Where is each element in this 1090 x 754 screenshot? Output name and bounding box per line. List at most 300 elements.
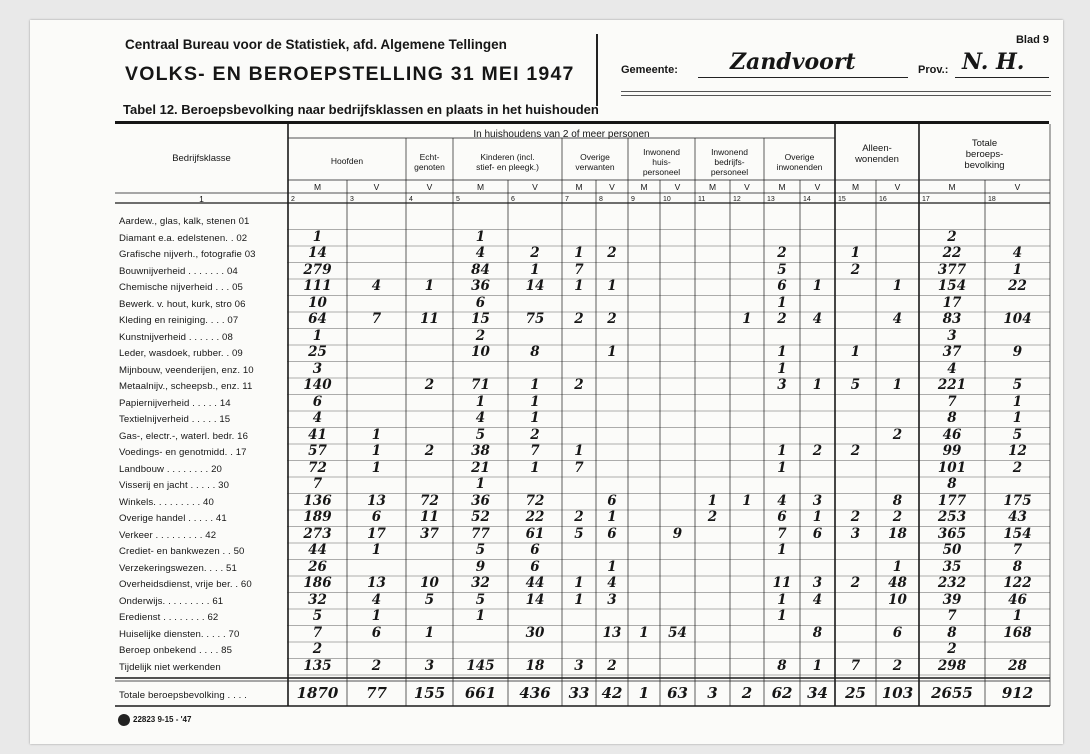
row-value: 1 — [371, 443, 382, 459]
column-number: 3 — [350, 196, 354, 203]
row-value: 11 — [420, 509, 439, 525]
row-value: 32 — [308, 591, 327, 608]
total-value: 62 — [771, 684, 793, 702]
row-value: 1 — [607, 558, 617, 575]
row-value: 154 — [937, 278, 967, 294]
row-value: 2 — [892, 426, 903, 443]
row-value: 1 — [850, 245, 861, 261]
row-value: 28 — [1008, 657, 1027, 674]
row-value: 11 — [420, 311, 439, 327]
row-value: 1 — [777, 344, 787, 360]
row-value: 1 — [530, 261, 540, 278]
column-number: 14 — [803, 196, 811, 203]
row-value: 2 — [850, 443, 861, 459]
row-label: Kleding en reiniging. . . . 07 — [119, 315, 239, 326]
row-value: 1 — [371, 608, 382, 624]
column-number: 10 — [663, 196, 671, 203]
form-title: VOLKS- EN BEROEPSTELLING 31 MEI 1947 — [125, 63, 575, 85]
header-hoofden: Hoofden — [330, 156, 364, 166]
total-value: 63 — [667, 684, 688, 702]
row-value: 2 — [850, 261, 861, 278]
row-value: 1 — [850, 344, 861, 360]
total-value: 42 — [601, 684, 623, 702]
row-value: 2 — [424, 377, 435, 393]
row-value: 168 — [1003, 624, 1032, 641]
row-value: 18 — [888, 525, 907, 542]
row-value: 41 — [308, 426, 327, 443]
column-number: 5 — [456, 196, 460, 203]
row-label: Gas-, electr.-, waterl. bedr. 16 — [119, 430, 249, 442]
row-value: 7 — [371, 311, 382, 327]
province-label: Prov.: — [918, 64, 949, 76]
row-value: 7 — [574, 459, 584, 476]
row-value: 10 — [888, 591, 907, 608]
row-value: 1 — [312, 327, 323, 344]
row-value: 15 — [471, 311, 490, 327]
row-value: 1 — [371, 459, 382, 476]
row-label: Kunstnijverheid . . . . . . 08 — [119, 331, 233, 343]
column-number: 4 — [409, 196, 413, 203]
row-value: 3 — [424, 657, 435, 674]
table-title: Tabel 12. Beroepsbevolking naar bedrijfsklassen en plaats in het huishouden — [123, 102, 599, 117]
total-value: 25 — [845, 684, 866, 702]
row-value: 4 — [312, 410, 323, 426]
row-label: Papiernijverheid . . . . . 14 — [119, 397, 231, 409]
header-echtgenoten: Echt- genoten — [414, 152, 445, 172]
header-kinderen: Kinderen (incl. stief- en pleegk.) — [476, 152, 539, 172]
column-number: 11 — [698, 196, 706, 203]
row-value: 1 — [892, 377, 903, 393]
row-value: 72 — [420, 492, 439, 509]
sheet-number: Blad 9 — [1015, 34, 1049, 46]
sex-label: V — [894, 182, 901, 192]
row-value: 5 — [850, 377, 861, 393]
row-value: 1 — [475, 393, 486, 410]
province-value: N. H. — [962, 49, 1025, 75]
row-value: 1 — [371, 542, 382, 558]
row-value: 2 — [850, 575, 861, 591]
row-label: Bewerk. v. hout, kurk, stro 06 — [119, 298, 246, 310]
row-value: 3 — [812, 575, 823, 591]
row-label: Mijnbouw, veenderijen, enz. 10 — [119, 364, 254, 376]
row-value: 8 — [1012, 558, 1023, 575]
row-value: 5 — [574, 525, 584, 542]
row-value: 279 — [303, 261, 332, 278]
row-value: 1 — [574, 245, 584, 261]
header-totale-beroepsbevolking: Totale beroeps- bevolking — [964, 138, 1005, 171]
row-value: 8 — [777, 657, 787, 674]
row-label: Visserij en jacht . . . . . 30 — [119, 480, 230, 491]
row-label: Onderwijs. . . . . . . . . 61 — [119, 595, 224, 607]
row-value: 4 — [777, 492, 787, 509]
row-value: 4 — [475, 410, 486, 426]
row-value: 2 — [607, 657, 617, 674]
row-value: 37 — [942, 344, 962, 360]
row-value: 2 — [574, 311, 584, 327]
row-value: 2 — [530, 245, 540, 261]
row-value: 1 — [777, 608, 787, 624]
row-value: 25 — [308, 344, 327, 360]
row-value: 7 — [947, 608, 957, 624]
row-value: 2 — [574, 377, 584, 393]
column-number: 9 — [631, 196, 635, 203]
total-value: 912 — [1001, 684, 1034, 702]
row-value: 1 — [639, 624, 649, 641]
row-value: 2 — [892, 657, 903, 674]
row-value: 4 — [607, 575, 617, 591]
row-value: 1 — [424, 278, 435, 294]
row-value: 36 — [471, 492, 490, 509]
row-value: 1 — [777, 459, 787, 476]
row-value: 1 — [475, 608, 486, 624]
row-value: 1 — [574, 591, 584, 608]
row-value: 4 — [947, 360, 957, 377]
row-label: Tijdelijk niet werkenden — [119, 661, 221, 673]
row-value: 5 — [475, 542, 486, 558]
row-label: Diamant e.a. edelstenen. . 02 — [119, 232, 248, 244]
row-value: 5 — [475, 591, 486, 608]
row-value: 77 — [471, 525, 490, 542]
row-value: 8 — [947, 624, 957, 641]
row-value: 48 — [888, 575, 907, 591]
column-number: 1 — [199, 194, 204, 204]
row-label: Verkeer . . . . . . . . . 42 — [119, 529, 217, 541]
row-value: 2 — [607, 245, 617, 261]
row-value: 1 — [574, 278, 584, 294]
row-value: 5 — [777, 261, 787, 278]
total-label: Totale beroepsbevolking . . . . — [119, 690, 247, 701]
row-value: 8 — [947, 410, 957, 426]
row-value: 177 — [937, 492, 967, 509]
row-label: Beroep onbekend . . . . 85 — [119, 645, 233, 656]
row-value: 10 — [471, 344, 490, 360]
row-value: 17 — [942, 294, 962, 311]
row-value: 7 — [574, 261, 584, 278]
row-value: 1 — [812, 377, 823, 393]
row-value: 2 — [574, 509, 584, 525]
row-value: 1 — [607, 278, 617, 294]
total-value: 77 — [366, 684, 387, 702]
row-value: 18 — [525, 657, 545, 674]
row-value: 1 — [1012, 261, 1023, 278]
row-value: 1 — [892, 558, 903, 575]
header-inwonend-bedrijfspersoneel: Inwonend bedrijfs- personeel — [710, 147, 749, 177]
row-value: 145 — [466, 657, 495, 674]
row-value: 6 — [530, 542, 540, 558]
row-value: 2 — [707, 509, 718, 525]
organisation-name: Centraal Bureau voor de Statistiek, afd. Algemene Tellingen — [125, 37, 507, 52]
row-value: 1 — [812, 509, 823, 525]
row-value: 8 — [892, 492, 903, 509]
row-value: 140 — [303, 377, 332, 393]
column-number: 8 — [599, 196, 603, 203]
row-value: 99 — [942, 443, 962, 459]
sex-label: M — [708, 182, 717, 192]
row-value: 6 — [530, 558, 540, 575]
row-value: 253 — [937, 509, 967, 525]
row-value: 1 — [812, 657, 823, 674]
gemeente-label: Gemeente: — [621, 64, 678, 76]
row-value: 8 — [530, 344, 540, 360]
total-value: 1 — [638, 684, 650, 702]
row-value: 186 — [303, 575, 332, 591]
column-number: 17 — [922, 196, 930, 203]
row-label: Landbouw . . . . . . . . 20 — [119, 463, 222, 475]
row-value: 104 — [1003, 311, 1032, 327]
row-value: 35 — [942, 558, 962, 575]
row-value: 2 — [607, 311, 617, 327]
row-label: Textielnijverheid . . . . . 15 — [119, 414, 231, 425]
row-value: 32 — [471, 575, 490, 591]
header-overige-inwonenden: Overige inwonenden — [776, 152, 823, 172]
row-value: 2 — [777, 245, 787, 261]
row-value: 1 — [777, 360, 787, 377]
row-value: 52 — [471, 509, 490, 525]
printer-stamp — [118, 714, 191, 726]
row-value: 75 — [525, 311, 545, 327]
row-value: 3 — [812, 492, 823, 509]
row-label: Huiselijke diensten. . . . . 70 — [119, 628, 240, 640]
row-value: 1 — [530, 410, 540, 426]
row-value: 5 — [475, 426, 486, 443]
row-value: 72 — [308, 459, 327, 476]
row-value: 22 — [1008, 278, 1027, 294]
row-value: 136 — [303, 492, 332, 509]
column-number: 15 — [838, 196, 846, 203]
column-number: 7 — [565, 196, 569, 203]
column-number: 12 — [733, 196, 741, 203]
row-value: 44 — [308, 542, 327, 558]
sex-label: V — [744, 182, 750, 192]
row-value: 1 — [1012, 393, 1023, 410]
row-value: 2 — [424, 443, 435, 459]
row-label: Aardew., glas, kalk, stenen 01 — [119, 216, 250, 227]
row-value: 1 — [812, 278, 823, 294]
row-value: 7 — [850, 657, 861, 674]
column-number: 16 — [879, 196, 887, 203]
header-bedrijfsklasse: Bedrijfsklasse — [172, 153, 231, 164]
row-value: 2 — [371, 657, 382, 674]
row-value: 5 — [424, 591, 435, 608]
row-value: 9 — [475, 558, 486, 575]
row-value: 111 — [303, 278, 332, 294]
row-value: 44 — [525, 575, 545, 591]
row-value: 232 — [937, 575, 967, 591]
total-value: 436 — [519, 684, 551, 702]
row-value: 36 — [471, 278, 490, 294]
row-value: 2 — [475, 327, 486, 344]
row-value: 26 — [308, 558, 327, 575]
row-value: 1 — [574, 575, 584, 591]
row-value: 2 — [892, 509, 903, 525]
sex-label: M — [851, 182, 860, 192]
row-value: 10 — [420, 575, 439, 591]
row-value: 2 — [1012, 459, 1023, 476]
row-value: 11 — [772, 575, 792, 591]
row-value: 2 — [312, 641, 323, 657]
row-value: 1 — [607, 344, 617, 360]
row-value: 1 — [530, 459, 540, 476]
sex-label: M — [575, 182, 583, 192]
row-value: 1 — [742, 492, 752, 509]
row-value: 8 — [812, 624, 823, 641]
row-label: Leder, wasdoek, rubber. . 09 — [119, 348, 243, 359]
row-value: 4 — [812, 311, 823, 327]
row-value: 175 — [1003, 492, 1032, 509]
row-value: 1 — [607, 509, 617, 525]
occupation-table — [30, 20, 1063, 744]
row-value: 1 — [475, 476, 486, 492]
row-value: 1 — [424, 624, 435, 641]
row-label: Grafische nijverh., fotografie 03 — [119, 249, 256, 260]
row-value: 9 — [672, 525, 683, 542]
row-value: 189 — [303, 509, 332, 525]
row-value: 57 — [308, 443, 327, 459]
row-value: 84 — [471, 261, 490, 278]
row-value: 5 — [1012, 377, 1023, 393]
row-value: 221 — [937, 377, 967, 393]
sex-label: V — [674, 182, 681, 192]
row-value: 6 — [371, 624, 382, 641]
column-number: 13 — [767, 196, 775, 203]
sex-label: M — [313, 182, 322, 192]
row-value: 377 — [937, 261, 967, 278]
row-label: Verzekeringswezen. . . . 51 — [119, 562, 237, 574]
row-value: 72 — [525, 492, 545, 509]
total-value: 2 — [741, 684, 753, 702]
row-value: 135 — [303, 657, 332, 674]
total-value: 155 — [413, 684, 446, 702]
total-value: 661 — [464, 684, 497, 702]
row-label: Overige handel . . . . . 41 — [119, 513, 227, 524]
row-value: 1 — [574, 443, 584, 459]
row-value: 22 — [942, 245, 962, 261]
row-value: 14 — [525, 591, 545, 608]
row-value: 6 — [475, 294, 486, 311]
row-value: 2 — [947, 228, 957, 245]
row-value: 6 — [777, 278, 787, 294]
row-value: 273 — [303, 525, 332, 542]
row-value: 1 — [742, 311, 752, 327]
row-value: 1 — [1012, 608, 1023, 624]
row-label: Voedings- en genotmidd. . 17 — [119, 447, 247, 458]
row-value: 4 — [371, 591, 382, 608]
row-value: 3 — [574, 657, 584, 674]
row-value: 2 — [947, 641, 957, 657]
row-value: 298 — [937, 657, 967, 674]
row-value: 8 — [947, 476, 957, 492]
header-alleenwonenden: Alleen- wonenden — [855, 143, 899, 165]
row-value: 83 — [942, 311, 962, 327]
row-value: 46 — [1008, 591, 1027, 608]
row-label: Chemische nijverheid . . . 05 — [119, 282, 243, 293]
row-value: 1 — [777, 294, 787, 311]
sex-label: M — [778, 182, 786, 192]
sex-label: M — [476, 182, 485, 192]
total-value: 2655 — [931, 684, 973, 702]
row-value: 1 — [312, 228, 323, 245]
row-value: 7 — [1012, 542, 1023, 558]
row-value: 4 — [475, 245, 486, 261]
sex-label: V — [609, 182, 615, 192]
row-value: 1 — [707, 492, 718, 509]
column-number: 2 — [291, 196, 295, 203]
row-value: 54 — [668, 624, 687, 641]
row-value: 5 — [1012, 426, 1023, 443]
row-value: 46 — [942, 426, 962, 443]
row-value: 1 — [475, 228, 486, 245]
row-value: 101 — [937, 459, 967, 476]
row-value: 6 — [371, 509, 382, 525]
sex-label: V — [814, 182, 821, 192]
total-value: 1870 — [296, 684, 339, 702]
row-value: 7 — [312, 624, 323, 641]
row-value: 4 — [892, 311, 903, 327]
column-number: 18 — [988, 196, 996, 203]
total-value: 34 — [807, 684, 828, 702]
row-value: 1 — [777, 443, 787, 459]
row-value: 30 — [525, 624, 545, 641]
row-value: 7 — [947, 393, 957, 410]
row-value: 2 — [850, 509, 861, 525]
total-value: 103 — [881, 684, 914, 702]
header-overige-verwanten: Overige verwanten — [575, 152, 615, 172]
sex-label: V — [532, 182, 538, 192]
row-value: 6 — [892, 624, 903, 641]
row-label: Crediet- en bankwezen . . 50 — [119, 546, 245, 557]
column-number: 6 — [511, 196, 515, 203]
row-value: 1 — [371, 426, 382, 443]
row-value: 7 — [777, 525, 787, 542]
row-value: 1 — [1012, 410, 1023, 426]
row-value: 10 — [308, 294, 327, 311]
row-label: Overheidsdienst, vrije ber. . 60 — [119, 579, 252, 590]
row-value: 17 — [367, 525, 386, 542]
sex-label: M — [640, 182, 648, 192]
row-value: 6 — [607, 492, 617, 509]
row-value: 50 — [942, 542, 962, 558]
sex-label: M — [948, 182, 956, 192]
row-value: 6 — [812, 525, 823, 542]
gemeente-value: Zandvoort — [730, 49, 856, 75]
row-value: 4 — [812, 591, 823, 608]
row-value: 365 — [937, 525, 967, 542]
row-value: 6 — [777, 509, 787, 525]
row-value: 4 — [1012, 245, 1023, 261]
row-label: Eredienst . . . . . . . . 62 — [119, 612, 219, 623]
sex-label: V — [426, 182, 433, 192]
row-value: 43 — [1008, 509, 1027, 525]
row-value: 6 — [312, 393, 323, 410]
row-value: 1 — [530, 377, 540, 393]
sex-label: V — [1014, 182, 1021, 192]
row-value: 7 — [312, 476, 323, 492]
row-value: 3 — [850, 525, 861, 542]
row-label: Metaalnijv., scheepsb., enz. 11 — [119, 381, 253, 392]
row-label: Bouwnijverheid . . . . . . . 04 — [119, 265, 238, 277]
row-value: 37 — [420, 525, 439, 542]
row-value: 14 — [308, 245, 327, 261]
row-value: 13 — [367, 492, 386, 509]
row-value: 2 — [812, 443, 823, 459]
row-value: 4 — [371, 278, 382, 294]
row-value: 1 — [777, 591, 787, 608]
row-value: 2 — [777, 311, 787, 327]
row-value: 3 — [312, 360, 323, 377]
row-value: 5 — [312, 608, 323, 624]
row-value: 2 — [530, 426, 540, 443]
printer-stamp-text: 22823 9-15 - '47 — [133, 715, 192, 725]
